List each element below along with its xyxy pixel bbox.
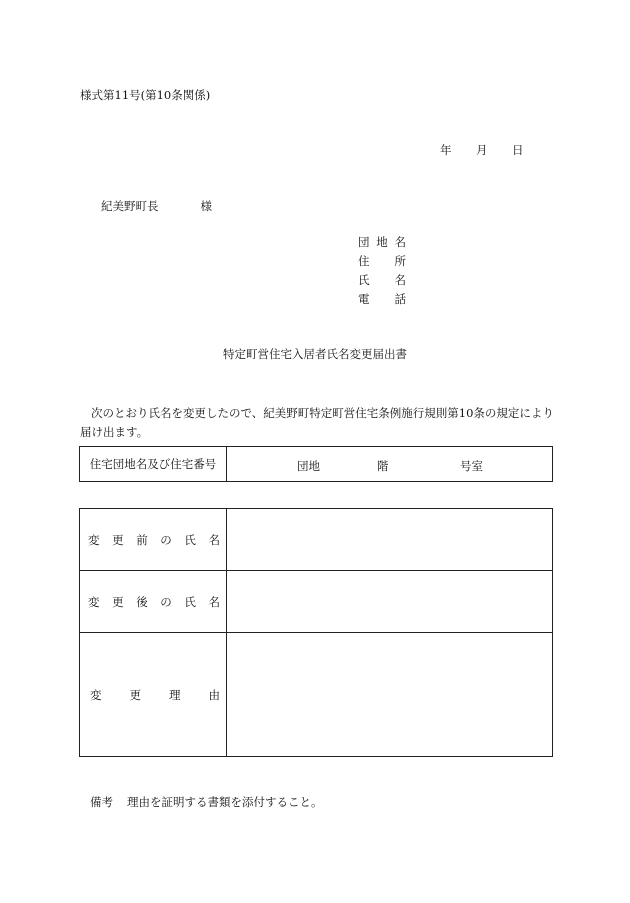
applicant-block	[358, 237, 406, 313]
date-month: 月	[476, 143, 488, 157]
applicant-address-label: 住 所	[358, 254, 406, 268]
body-text: 次のとおり氏名を変更したので、紀美野町特定町営住宅条例施行規則第10条の規定により届け出ます。	[80, 406, 554, 439]
date-field	[440, 145, 524, 157]
form-number: 様式第11号(第10条関係)	[80, 88, 211, 102]
reason-field[interactable]	[227, 633, 553, 757]
housing-table	[79, 446, 553, 482]
reason-label: 変 更 理 由	[80, 633, 227, 757]
addressee-honorific: 様	[200, 199, 212, 213]
before-name-field[interactable]	[227, 509, 553, 571]
goshitsu-label: 号室	[460, 459, 483, 473]
addressee	[101, 201, 212, 213]
note	[90, 797, 323, 809]
before-name-label: 変 更 前 の 氏 名	[80, 509, 227, 571]
applicant-phone-label: 電 話	[358, 292, 406, 306]
housing-value-cell[interactable]	[227, 447, 553, 482]
housing-label: 住宅団地名及び住宅番号	[80, 447, 227, 482]
after-name-field[interactable]	[227, 571, 553, 633]
date-day: 日	[512, 143, 524, 157]
danchi-label: 団地	[297, 459, 320, 473]
change-table	[79, 508, 553, 757]
kai-label: 階	[377, 459, 389, 473]
note-label: 備考	[90, 795, 113, 809]
note-text: 理由を証明する書類を添付すること。	[127, 795, 323, 809]
addressee-name: 紀美野町長	[101, 199, 159, 213]
applicant-housing-name-label: 団 地 名	[358, 235, 406, 249]
after-name-label: 変 更 後 の 氏 名	[80, 571, 227, 633]
date-year: 年	[440, 143, 452, 157]
document-title: 特定町営住宅入居者氏名変更届出書	[223, 347, 407, 361]
applicant-name-label: 氏 名	[358, 273, 406, 287]
